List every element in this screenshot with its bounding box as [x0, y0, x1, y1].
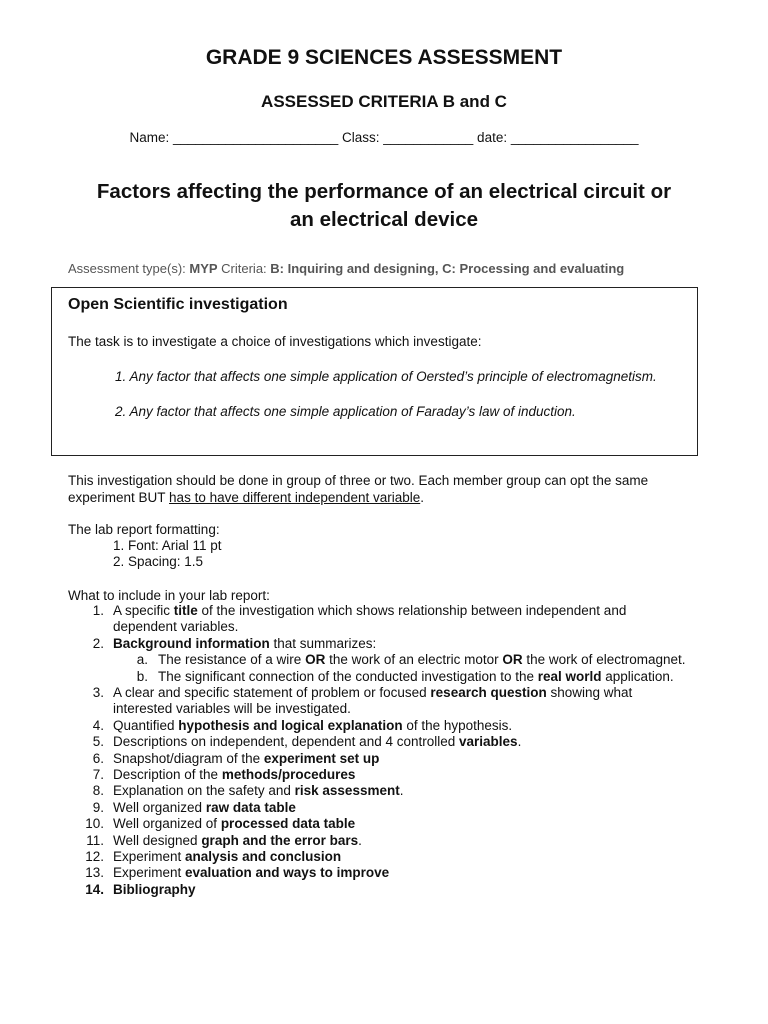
include-item-plain-text: A specific	[113, 603, 174, 618]
criteria-value: B: Inquiring and designing, C: Processing and evaluating	[270, 261, 625, 276]
include-item-bold-text: research question	[430, 685, 547, 700]
include-item-plain-text: Explanation on the safety and	[113, 783, 295, 799]
include-item-plain-text: A clear and specific statement of problem or focused	[113, 685, 431, 700]
include-item-bold-text: processed data table	[220, 816, 356, 832]
include-item-text	[113, 783, 403, 800]
include-item-bold-text: graph and the error bars	[201, 832, 359, 848]
include-item-text	[113, 603, 626, 620]
topic-heading	[0, 178, 768, 234]
include-item-text	[158, 669, 674, 686]
document-title: GRADE 9 SCIENCES ASSESSMENT	[205, 46, 563, 69]
include-item-number: 9.	[92, 799, 104, 815]
include-item-bold-text: analysis and conclusion	[185, 849, 342, 864]
include-item-text	[113, 718, 512, 735]
include-item-text	[113, 734, 521, 751]
include-item-number: 13.	[85, 865, 104, 881]
include-item-bold-text: hypothesis and logical explanation	[178, 717, 403, 733]
formatting-item-spacing: 2. Spacing: 1.5	[113, 554, 204, 569]
include-item-text	[113, 636, 376, 653]
include-item-plain-text: .	[517, 734, 522, 750]
name-class-date-row: Name: ______________________ Class: ____________ date: _________________	[129, 130, 639, 145]
include-title: What to include in your lab report:	[68, 588, 270, 603]
include-item-number: 8.	[92, 783, 104, 799]
include-item-number: b.	[136, 668, 148, 684]
include-item-number: 11.	[86, 832, 104, 848]
include-list-item	[0, 783, 768, 799]
include-item-number: 10.	[85, 816, 104, 832]
include-item-plain-text: Quantified	[113, 717, 179, 733]
include-item-text	[113, 767, 355, 784]
include-item-plain-text: the work of electromagnet.	[522, 652, 686, 668]
formatting-title: The lab report formatting:	[68, 522, 220, 537]
investigation-option-2: 2. Any factor that affects one simple application of Faraday’s law of induction.	[115, 404, 576, 419]
include-item-number: a.	[136, 652, 148, 668]
include-item-text	[113, 619, 238, 636]
group-instructions-paragraph	[68, 472, 708, 506]
include-item-plain-text: Description of the	[113, 767, 222, 782]
include-list-item	[0, 800, 768, 816]
investigation-option-1: 1. Any factor that affects one simple application of Oersted’s principle of electromagnetism.	[115, 369, 657, 384]
include-item-plain-text: that summarizes:	[269, 635, 377, 651]
include-list-item	[0, 767, 768, 783]
include-item-number: 7.	[92, 767, 104, 782]
include-list-item	[0, 849, 768, 865]
paragraph-line-2-end: .	[420, 490, 424, 505]
include-item-plain-text: Snapshot/diagram of the	[113, 750, 264, 766]
include-list-item	[0, 603, 768, 619]
include-item-text	[113, 882, 196, 899]
include-item-text	[113, 685, 632, 702]
include-list-item	[0, 669, 768, 685]
assessment-type: MYP	[189, 261, 218, 276]
include-item-bold-text: methods/procedures	[221, 767, 356, 782]
topic-line-2: an electrical device	[289, 208, 479, 231]
include-item-bold-text: evaluation and ways to improve	[185, 865, 390, 881]
document-subtitle: ASSESSED CRITERIA B and C	[261, 92, 507, 111]
include-item-plain-text: interested variables will be investigated.	[113, 701, 351, 717]
include-item-number: 1.	[92, 603, 104, 618]
include-item-bold-text: Background information	[113, 635, 270, 651]
include-list-item	[0, 751, 768, 767]
include-item-number: 4.	[92, 717, 104, 733]
include-item-plain-text: Well organized	[113, 799, 206, 815]
paragraph-line-1: This investigation should be done in group of three or two. Each member group can opt the same	[68, 473, 649, 488]
topic-line-1: Factors affecting the performance of an electrical circuit or	[96, 180, 672, 203]
include-item-plain-text: of the hypothesis.	[402, 717, 513, 733]
formatting-item-font: 1. Font: Arial 11 pt	[113, 538, 222, 553]
include-item-number: 12.	[85, 849, 104, 864]
include-item-number: 6.	[92, 750, 104, 766]
include-item-text	[113, 833, 362, 850]
include-item-plain-text: the work of an electric motor	[325, 652, 503, 668]
criteria-label: Criteria:	[217, 261, 271, 276]
include-item-plain-text: application.	[601, 668, 674, 684]
box-heading: Open Scientific investigation	[68, 296, 288, 313]
include-item-plain-text: .	[399, 783, 404, 799]
include-item-number: 5.	[92, 734, 104, 750]
include-list-item	[0, 619, 768, 635]
include-item-bold-text: OR	[502, 652, 523, 668]
paragraph-line-2-start: experiment BUT	[68, 490, 170, 505]
include-item-text	[113, 800, 296, 817]
assessment-label: Assessment type(s):	[68, 261, 190, 276]
include-item-text	[113, 849, 341, 866]
include-list-item	[0, 734, 768, 750]
include-list-item	[0, 882, 768, 898]
include-item-plain-text: showing what	[546, 685, 633, 700]
include-item-plain-text: Well organized of	[113, 816, 221, 832]
include-list-item	[0, 816, 768, 832]
include-item-bold-text: raw data table	[205, 799, 296, 815]
box-task-text: The task is to investigate a choice of investigations which investigate:	[68, 334, 482, 349]
include-item-text	[113, 816, 355, 833]
include-item-plain-text: Experiment	[113, 849, 186, 864]
include-list-item	[0, 701, 768, 717]
include-item-bold-text: OR	[305, 652, 326, 668]
include-item-plain-text: dependent variables.	[113, 619, 239, 635]
include-item-plain-text: Well designed	[113, 832, 202, 848]
include-item-bold-text: real world	[537, 668, 602, 684]
include-item-bold-text: Bibliography	[113, 881, 196, 897]
include-list-item	[0, 718, 768, 734]
include-list-item	[0, 685, 768, 701]
include-list-item	[0, 636, 768, 652]
include-item-bold-text: risk assessment	[294, 783, 400, 799]
include-item-plain-text: The resistance of a wire	[158, 652, 306, 668]
include-list-item	[0, 865, 768, 881]
include-item-plain-text: .	[358, 832, 362, 848]
include-list-item	[0, 652, 768, 668]
include-item-text	[158, 652, 686, 669]
include-item-plain-text: The significant connection of the conducted investigation to the	[158, 668, 538, 684]
include-item-bold-text: title	[173, 603, 198, 618]
include-item-plain-text: Descriptions on independent, dependent and 4 controlled	[113, 734, 460, 750]
include-item-plain-text: of the investigation which shows relationship between independent and	[197, 603, 627, 618]
assessment-type-line	[68, 261, 624, 276]
include-item-number: 14.	[85, 881, 104, 897]
include-item-number: 3.	[92, 685, 104, 700]
include-item-bold-text: experiment set up	[263, 750, 380, 766]
include-item-number: 2.	[92, 635, 104, 651]
paragraph-line-2	[68, 489, 708, 506]
include-item-bold-text: variables	[459, 734, 518, 750]
include-item-plain-text: Experiment	[113, 865, 186, 881]
include-item-text	[113, 701, 351, 718]
paragraph-underlined-text: has to have different independent variable	[169, 490, 421, 505]
include-item-text	[113, 865, 389, 882]
include-item-text	[113, 751, 379, 768]
include-list-item	[0, 833, 768, 849]
